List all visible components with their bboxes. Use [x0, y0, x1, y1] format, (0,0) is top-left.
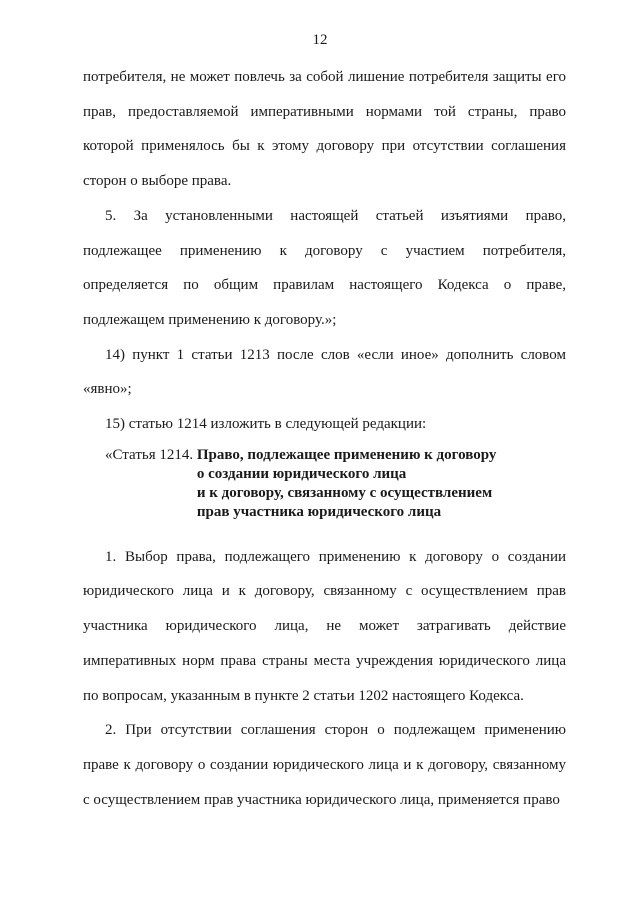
paragraph-item-15: 15) статью 1214 изложить в следующей редакции: [105, 416, 427, 433]
article-title [197, 446, 496, 522]
paragraph-item-14: 14) пункт 1 статьи 1213 после слов «если иное» дополнить словом «явно»; [83, 346, 566, 398]
paragraph-clause-2: 2. При отсутствии соглашения сторон о подлежащем применению праве к договору о создании юридического лица и к договору, связанному с осуществлением прав участника юридического лица, применяется право [83, 722, 566, 808]
article-title-line: Право, подлежащее применению к договору [196, 446, 497, 463]
article-title-line: прав участника юридического лица [196, 503, 442, 520]
page-number: 12 [312, 32, 328, 48]
article-heading [105, 446, 566, 522]
paragraph-item-5: 5. За установленными настоящей статьей изъятиями право, подлежащее применению к договору с участием потребителя, определяется по общим правилам настоящего Кодекса о праве, подлежащем применению к договору.»; [83, 207, 566, 328]
article-prefix: «Статья 1214. [105, 446, 197, 463]
document-body [83, 60, 566, 817]
article-title-line: и к договору, связанному с осуществлением [196, 484, 493, 501]
paragraph-continuation: потребителя, не может повлечь за собой лишение потребителя защиты его прав, предоставляемой императивными нормами той страны, право которой применялось бы к этому договору при отсутствии соглашения сторон о выборе права. [83, 69, 566, 190]
article-title-line: о создании юридического лица [196, 465, 407, 482]
paragraph-clause-1: 1. Выбор права, подлежащего применению к договору о создании юридического лица и к договору, связанному с осуществлением прав участника юридического лица, не может затрагивать действие императивных норм права страны места учреждения юридического лица по вопросам, указанным в пункте 2 статьи 1202 настоящего Кодекса. [83, 548, 566, 704]
